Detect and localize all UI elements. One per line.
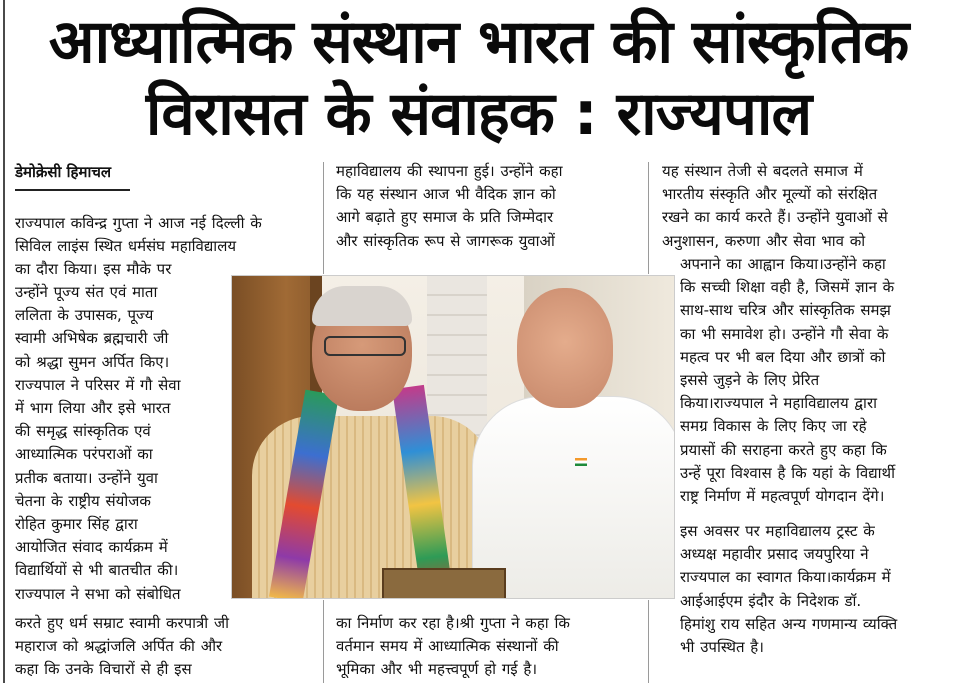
text-line: कहा कि उनके विचारों से ही इस (15, 660, 192, 679)
text-line: समग्र विकास के लिए किए जा रहे (680, 417, 867, 436)
text-line: वर्तमान समय में आध्यात्मिक संस्थानों की (336, 637, 559, 656)
text-line: चेतना के राष्ट्रीय संयोजक (15, 491, 151, 510)
column-divider (648, 600, 649, 683)
text-line: आयोजित संवाद कार्यक्रम में (15, 538, 168, 557)
text-line: ललिता के उपासक, पूज्य (15, 306, 154, 325)
text-line: प्रयासों की सराहना करते हुए कहा कि (680, 440, 887, 459)
text-line: राज्यपाल ने परिसर में गौ सेवा (15, 375, 181, 394)
text-line: आईआईएम इंदौर के निदेशक डॉ. (680, 591, 862, 610)
news-photo (231, 275, 675, 599)
text-line: रोहित कुमार सिंह द्वारा (15, 515, 138, 534)
text-line: किया।राज्यपाल ने महाविद्यालय द्वारा (680, 394, 877, 413)
text-line: साथ-साथ चरित्र और सांस्कृतिक समझ (680, 301, 891, 320)
text-line: राज्यपाल का स्वागत किया।कार्यक्रम में (680, 568, 891, 587)
column-divider (648, 162, 649, 274)
text-line: हिमांशु राय सहित अन्य गणमान्य व्यक्ति (680, 614, 898, 633)
text-line: उन्हें पूरा विश्वास है कि यहां के विद्यार्थी (680, 463, 896, 482)
text-line: महत्व पर भी बल दिया और छात्रों को (680, 347, 886, 366)
text-line: का निर्माण कर रहा है।श्री गुप्ता ने कहा कि (336, 614, 570, 632)
text-line: का दौरा किया। इस मौके पर (15, 260, 172, 279)
text-line: आगे बढ़ाते हुए समाज के प्रति जिम्मेदार (336, 208, 554, 227)
photo-person-left-hair (312, 286, 412, 326)
text-line: इस अवसर पर महाविद्यालय ट्रस्ट के (680, 522, 875, 540)
text-line: कि सच्ची शिक्षा वही है, जिसमें ज्ञान के (680, 278, 895, 297)
text-line: आध्यात्मिक परंपराओं का (15, 445, 153, 464)
text-line: राष्ट्र निर्माण में महत्वपूर्ण योगदान देंगे। (680, 487, 885, 506)
text-line: भूमिका और भी महत्त्वपूर्ण हो गई है। (336, 660, 538, 679)
text-line: महाराज को श्रद्धांजलि अर्पित की और (15, 637, 223, 656)
flag-pin-icon (575, 458, 587, 466)
column-2-bottom (336, 612, 636, 682)
text-line: अनुशासन, करुणा और सेवा भाव को (662, 231, 866, 250)
column-1-narrow (15, 281, 229, 606)
text-line: का भी समावेश हो। उन्होंने गौ सेवा के (680, 324, 889, 343)
text-line: सिविल लाइंस स्थित धर्मसंघ महाविद्यालय (15, 237, 237, 256)
headline-line-1: आध्यात्मिक संस्थान भारत की सांस्कृतिक (48, 7, 909, 77)
column-1-bottom (15, 612, 311, 682)
photo-glasses (324, 336, 406, 356)
text-line: प्रतीक बताया। उन्होंने युवा (15, 468, 158, 487)
headline-line-2: विरासत के संवाहक : राज्यपाल (145, 79, 812, 149)
text-line: यह संस्थान तेजी से बदलते समाज में (662, 162, 863, 180)
text-line: कि यह संस्थान आज भी वैदिक ज्ञान को (336, 185, 556, 204)
byline: डेमोक्रेसी हिमाचल (15, 163, 112, 181)
text-line: राज्यपाल ने सभा को संबोधित (15, 584, 181, 603)
text-line: में भाग लिया और इसे भारत (15, 399, 171, 418)
text-line: अपनाने का आह्वान किया।उन्होंने कहा (680, 255, 886, 273)
text-line: महाविद्यालय की स्थापना हुई। उन्होंने कहा (336, 162, 563, 180)
text-line: करते हुए धर्म सम्राट स्वामी करपात्री जी (15, 614, 229, 632)
text-line: और सांस्कृतिक रूप से जागरूक युवाओं (336, 231, 555, 250)
column-3-narrow (680, 253, 952, 508)
column-1-top (15, 212, 311, 282)
photo-memento-frame (382, 568, 506, 599)
column-2-top (336, 160, 636, 253)
text-line: राज्यपाल कविन्द्र गुप्ता ने आज नई दिल्ली के (15, 214, 262, 232)
text-line: अध्यक्ष महावीर प्रसाद जयपुरिया ने (680, 545, 869, 564)
byline-underline (15, 189, 130, 191)
column-divider (323, 600, 324, 683)
text-line: भी उपस्थित है। (680, 638, 764, 657)
column-divider (323, 162, 324, 274)
photo-person-right-head (517, 288, 613, 408)
column-3-bottom (680, 520, 952, 659)
text-line: स्वामी अभिषेक ब्रह्मचारी जी (15, 329, 169, 348)
text-line: भारतीय संस्कृति और मूल्यों को संरक्षित (662, 185, 878, 204)
text-line: को श्रद्धा सुमन अर्पित किए। (15, 352, 170, 371)
text-line: विद्यार्थियों से भी बातचीत की। (15, 561, 179, 580)
text-line: रखने का कार्य करते हैं। उन्होंने युवाओं से (662, 208, 888, 227)
column-3-top (662, 160, 952, 253)
text-line: की समृद्ध सांस्कृतिक एवं (15, 422, 151, 441)
headline (0, 6, 957, 150)
text-line: इससे जुड़ने के लिए प्रेरित (680, 371, 820, 390)
text-line: उन्होंने पूज्य संत एवं माता (15, 283, 158, 301)
